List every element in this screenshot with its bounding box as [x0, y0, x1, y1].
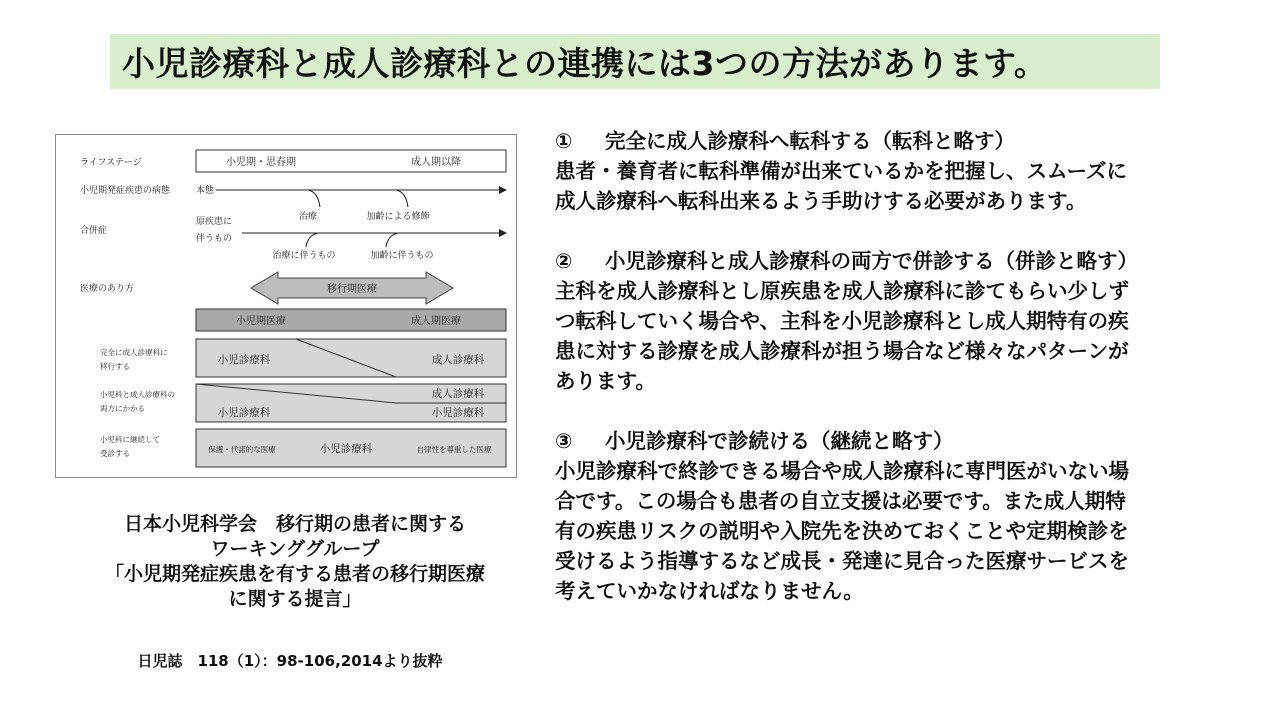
method-body	[555, 276, 1270, 396]
pattern3-label-line2: 受診する	[100, 449, 130, 458]
aging-modification-label: 加齢による修飾	[366, 212, 430, 222]
pattern3-pediatrics-label: 小児診療科	[319, 443, 373, 455]
method-title: 完全に成人診療科へ転科する（転科と略す）	[605, 129, 1015, 153]
pattern2-pediatrics-label: 小児診療科	[217, 407, 271, 419]
disease-main-label: 本態	[196, 186, 215, 196]
method-number: ①	[555, 129, 573, 153]
life-stage-adult-label: 成人期以降	[411, 157, 461, 168]
method-item	[555, 426, 1270, 606]
method-heading	[555, 126, 1270, 156]
pattern2-label-line2: 両方にかかる	[100, 404, 145, 413]
method-body-line: 考えていかなければなりません。	[555, 579, 864, 603]
method-body-line: 有の疾患リスクの説明や入院先を決めておくことや定期検診を	[555, 519, 1129, 543]
method-body-line: 小児診療科で終診できる場合や成人診療科に専門医がいない場	[555, 459, 1129, 483]
treatment-related-label: 治療に伴うもの	[272, 251, 336, 261]
pattern1-adult-label: 成人診療科	[431, 354, 485, 366]
method-title: 小児診療科で診続ける（継続と略す）	[605, 429, 954, 453]
method-body-line: あります。	[555, 369, 656, 393]
method-number: ②	[555, 249, 573, 273]
method-heading	[555, 426, 1270, 456]
method-item	[555, 126, 1270, 216]
method-title: 小児診療科と成人診療科の両方で併診する（併診と略す）	[605, 249, 1138, 273]
method-body-line: 成人診療科へ転科出来るよう手助けする必要があります。	[555, 189, 1087, 213]
adult-care-label: 成人期医療	[411, 316, 461, 327]
pattern2-label-line1: 小児科と成人診療科の	[100, 390, 175, 399]
pattern2-adult-label: 成人診療科	[431, 388, 485, 400]
method-item	[555, 246, 1270, 396]
method-body-line: 受けるよう指導するなど成長・発達に見合った医療サービスを	[555, 549, 1129, 573]
transition-care-diagram	[55, 134, 517, 478]
pattern2-pediatrics-right-label: 小児診療科	[431, 407, 485, 419]
treatment-label: 治療	[298, 212, 318, 222]
caption-line: に関する提言」	[228, 588, 362, 610]
autonomy-care-label: 自律性を尊重した医療	[416, 445, 492, 454]
aging-related-branch	[386, 233, 398, 247]
aging-branch	[396, 190, 408, 207]
treatment-related-branch	[306, 233, 318, 247]
transition-label: 移行期医療	[327, 284, 377, 295]
protective-care-label: 保護・代諾的な医療	[208, 445, 276, 454]
row-label-disease-state: 小児期発症疾患の病態	[80, 186, 171, 196]
title-banner	[110, 34, 1160, 89]
methods-list	[555, 126, 1270, 636]
pattern1-pediatrics-label: 小児診療科	[217, 354, 271, 366]
diagram-svg	[56, 135, 518, 479]
caption-line: ワーキンググループ	[210, 538, 380, 560]
method-body	[555, 156, 1270, 216]
complication-label-line1: 原疾患に	[196, 217, 233, 227]
method-body-line: 主科を成人診療科とし原疾患を成人診療科に診てもらい少しず	[555, 279, 1129, 303]
method-number: ③	[555, 429, 573, 453]
slide-title: 小児診療科と成人診療科との連携には3つの方法があります。	[122, 44, 1048, 83]
method-body	[555, 456, 1270, 606]
figure-caption	[55, 512, 535, 612]
caption-line: 「小児期発症疾患を有する患者の移行期医療	[104, 563, 485, 585]
method-body-line: 合です。この場合も患者の自立支援は必要です。また成人期特	[555, 489, 1126, 513]
row-label-complication: 合併症	[80, 226, 108, 236]
treatment-branch	[308, 190, 320, 207]
complication-label-line2: 伴うもの	[196, 234, 233, 244]
pediatric-care-label: 小児期医療	[236, 316, 286, 327]
method-body-line: 患者・養育者に転科準備が出来ているかを把握し、スムーズに	[555, 159, 1127, 183]
row-label-care-mode: 医療のあり方	[80, 284, 135, 294]
life-stage-child-label: 小児期・思春期	[226, 157, 296, 168]
method-body-line: 患に対する診療を成人診療科が担う場合など様々なパターンが	[555, 339, 1129, 363]
pattern1-label-line1: 完全に成人診療科に	[100, 348, 168, 357]
method-heading	[555, 246, 1270, 276]
citation: 日児誌 118（1）：98-106,2014より抜粋	[137, 652, 443, 670]
pattern1-label-line2: 移行する	[100, 362, 130, 371]
aging-related-label: 加齢に伴うもの	[370, 251, 434, 261]
method-body-line: つ転科していく場合や、主科を小児診療科とし成人期特有の疾	[555, 309, 1129, 333]
pattern3-label-line1: 小児科に継続して	[100, 435, 160, 444]
row-label-life-stage: ライフステージ	[80, 158, 142, 168]
caption-line: 日本小児科学会 移行期の患者に関する	[123, 513, 466, 535]
